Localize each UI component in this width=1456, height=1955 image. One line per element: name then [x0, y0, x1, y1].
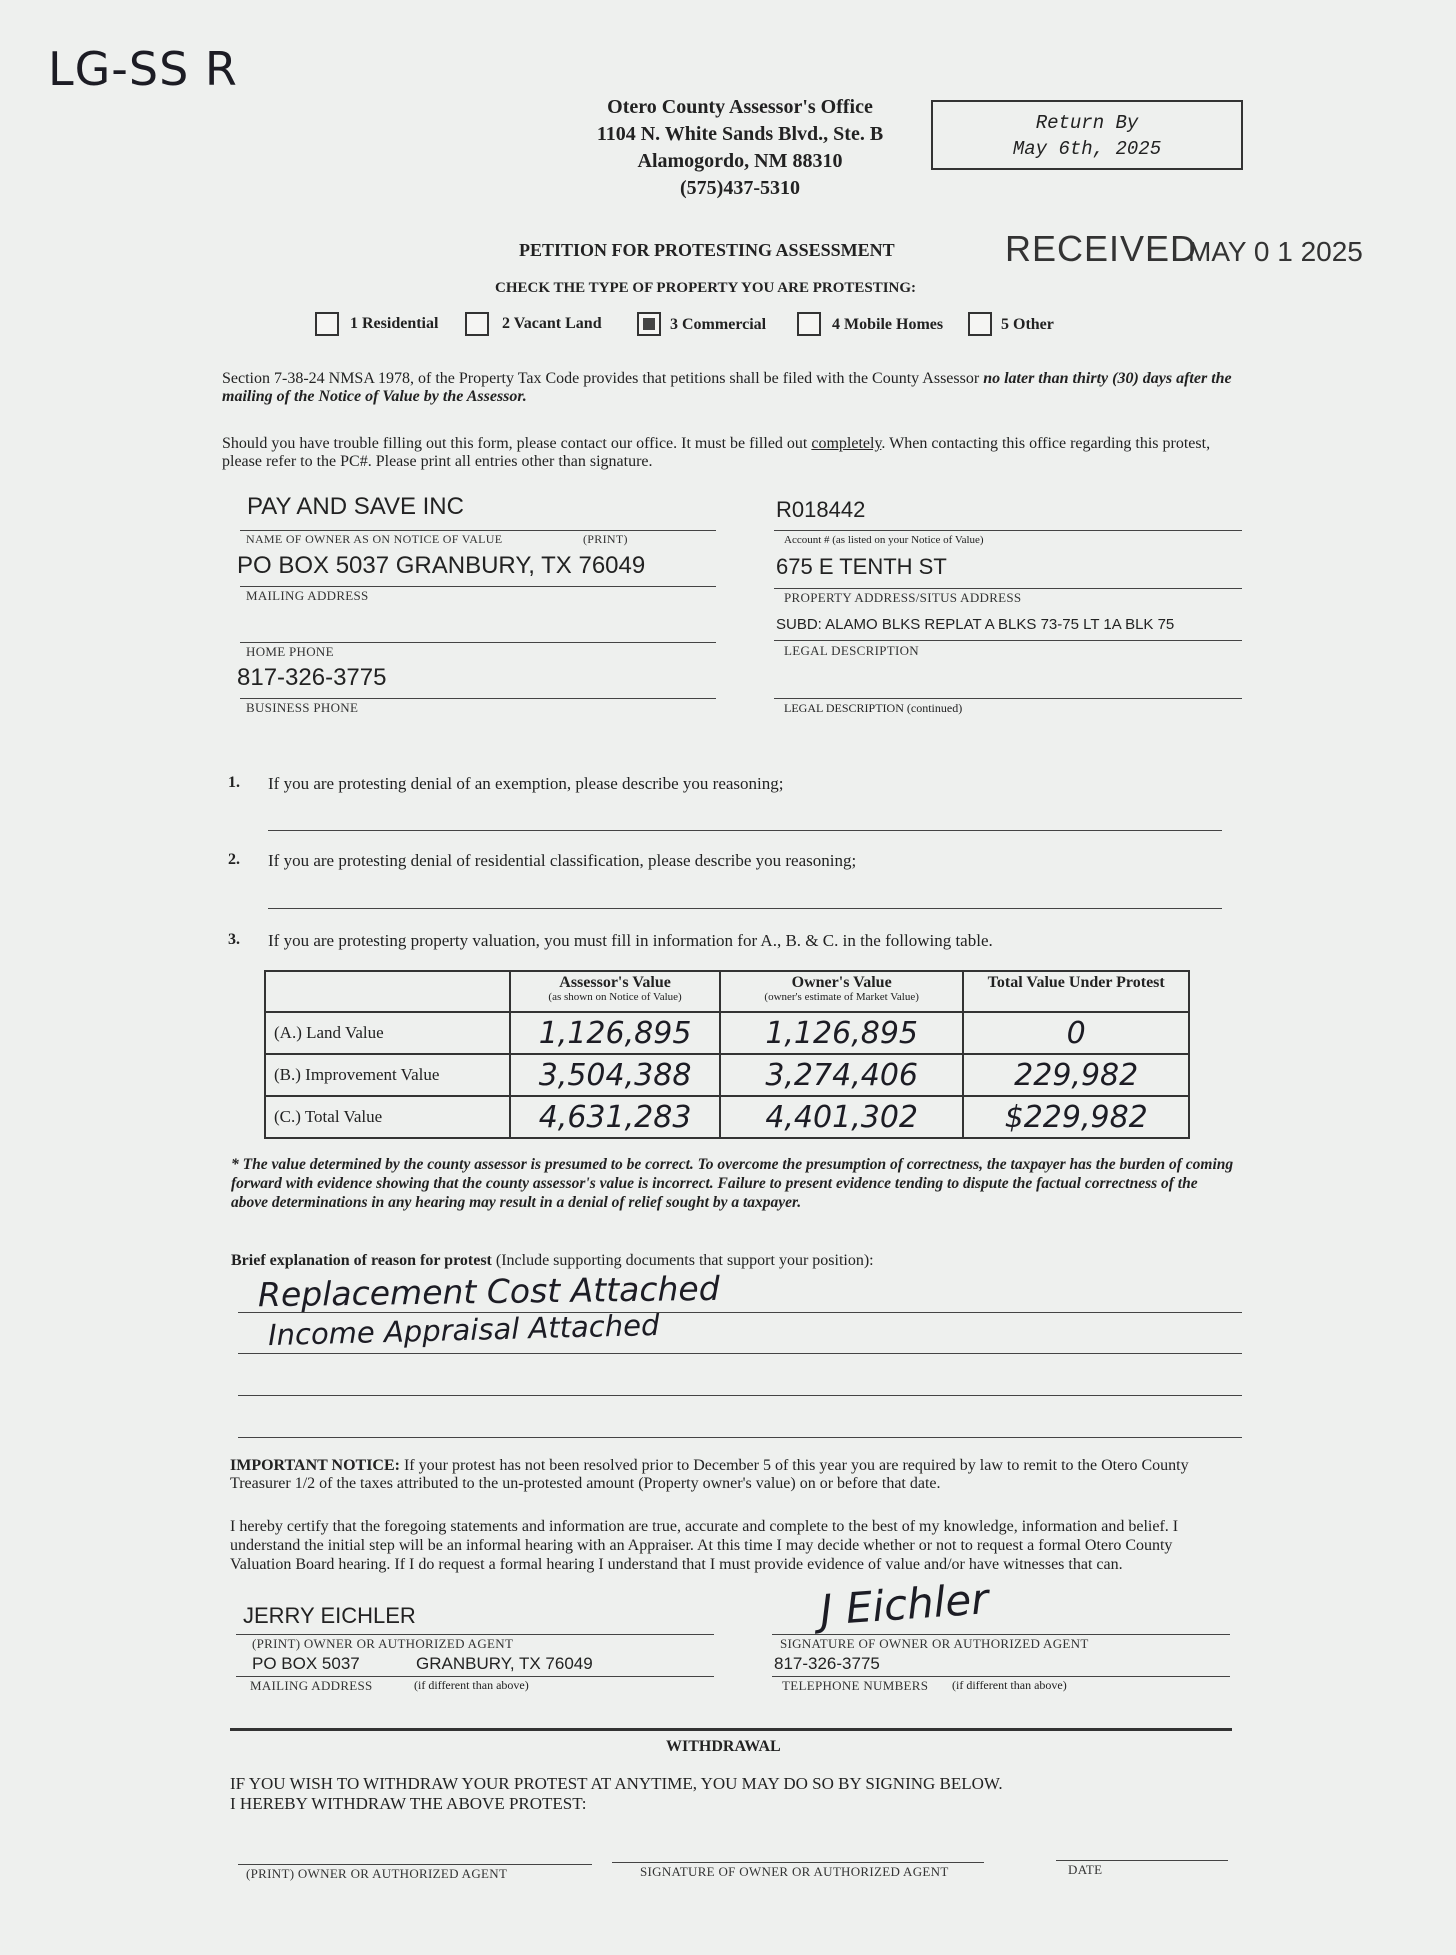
property-address-label: PROPERTY ADDRESS/SITUS ADDRESS [784, 590, 1022, 605]
intro-p2-text-a: Should you have trouble filling out this form, please contact our office. It must be filled out [222, 435, 808, 452]
account-line [774, 530, 1242, 531]
business-phone-value[interactable]: 817-326-3775 [237, 664, 387, 691]
withdrawal-name-label: (PRINT) OWNER OR AUTHORIZED AGENT [246, 1866, 508, 1881]
total-owner-value[interactable]: 4,401,302 [720, 1096, 964, 1138]
improvement-assessor-value[interactable]: 3,504,388 [510, 1054, 720, 1096]
withdrawal-line-2: I HEREBY WITHDRAW THE ABOVE PROTEST: [230, 1794, 587, 1813]
header-total-under-protest: Total Value Under Protest [963, 971, 1189, 1012]
improvement-owner-value[interactable]: 3,274,406 [720, 1054, 964, 1096]
owner-mailing-line [240, 586, 716, 587]
agent-phone-note: (if different than above) [952, 1678, 1067, 1692]
label-other: 5 Other [1001, 316, 1054, 333]
home-phone-label: HOME PHONE [246, 644, 334, 659]
return-by-date: May 6th, 2025 [1012, 138, 1162, 160]
header-owner-value: Owner's Value (owner's estimate of Market Value) [720, 971, 964, 1012]
agent-mailing-value-a[interactable]: PO BOX 5037 [252, 1654, 360, 1673]
important-notice-label: IMPORTANT NOTICE: [230, 1457, 400, 1474]
question-3-number: 3. [228, 931, 240, 948]
explanation-label [231, 1252, 874, 1270]
corner-note: LG-SS R [48, 42, 238, 96]
row-label-land: (A.) Land Value [265, 1012, 510, 1054]
home-phone-line [240, 642, 716, 643]
legal-description-label: LEGAL DESCRIPTION [784, 643, 919, 658]
account-label: Account # (as listed on your Notice of Value) [784, 534, 984, 546]
label-vacant-land: 2 Vacant Land [502, 315, 602, 332]
withdrawal-line-1: IF YOU WISH TO WITHDRAW YOUR PROTEST AT ANYTIME, YOU MAY DO SO BY SIGNING BELOW. [230, 1774, 1003, 1793]
intro-paragraph-2 [222, 435, 1252, 471]
checkbox-vacant-land[interactable] [465, 312, 489, 336]
question-1-number: 1. [228, 774, 240, 791]
question-2-number: 2. [228, 851, 240, 868]
explanation-line-2[interactable]: Income Appraisal Attached [267, 1307, 660, 1353]
label-mobile-homes: 4 Mobile Homes [832, 316, 944, 333]
intro-p2-underlined: completely [811, 435, 882, 452]
owner-name-line [240, 530, 716, 531]
legal-continued-label: LEGAL DESCRIPTION (continued) [784, 701, 963, 715]
explanation-label-bold: Brief explanation of reason for protest [231, 1252, 492, 1269]
important-notice-text: If your protest has not been resolved prior to December 5 of this year you are required by law to remit to the Otero County Treasurer 1/2 of the taxes attributed to the un-protested amount (Property owner's value) on or before that date. [230, 1457, 1189, 1492]
land-owner-value[interactable]: 1,126,895 [720, 1012, 964, 1054]
agent-signature-line [772, 1634, 1230, 1635]
agent-phone-label: TELEPHONE NUMBERS [782, 1678, 929, 1693]
property-address-line [774, 588, 1242, 589]
land-assessor-value[interactable]: 1,126,895 [510, 1012, 720, 1054]
owner-name-label: NAME OF OWNER AS ON NOTICE OF VALUE [246, 532, 503, 546]
withdrawal-signature-label: SIGNATURE OF OWNER OR AUTHORIZED AGENT [640, 1864, 949, 1879]
received-date: MAY 0 1 2025 [1188, 236, 1363, 267]
owner-mailing-value[interactable]: PO BOX 5037 GRANBURY, TX 76049 [237, 552, 646, 579]
legal-description-line [774, 640, 1242, 641]
office-street: 1104 N. White Sands Blvd., Ste. B [596, 123, 884, 145]
total-protest-value[interactable]: $229,982 [963, 1096, 1189, 1138]
explanation-rule-1 [238, 1312, 1242, 1313]
withdrawal-date-label: DATE [1068, 1862, 1103, 1877]
check-type-label: CHECK THE TYPE OF PROPERTY YOU ARE PROTESTING: [495, 280, 917, 296]
certification-text: I hereby certify that the foregoing statements and information are true, accurate and complete to the best of my knowledge, information and belief. I understand the initial step will be an informal hearing with an Appraiser. At this time I may decide whether or not to request a formal Otero County Valuation Board hearing. If I do request a formal hearing I understand that I must provide evidence of value and/or have witnesses that can. [230, 1518, 1179, 1573]
withdrawal-signature-line[interactable] [612, 1862, 984, 1863]
valuation-table [264, 970, 1190, 1139]
agent-mailing-label: MAILING ADDRESS [250, 1678, 373, 1693]
table-header-blank [265, 971, 510, 1012]
owner-mailing-label: MAILING ADDRESS [246, 588, 369, 603]
office-header [520, 94, 960, 202]
agent-mailing-note: (if different than above) [414, 1678, 529, 1692]
label-residential: 1 Residential [350, 315, 439, 332]
business-phone-line [240, 698, 716, 699]
intro-p1-italic-b: thirty (30) days after the mailing of the Notice of Value by the Assessor. [222, 370, 1232, 405]
checkbox-commercial[interactable] [637, 312, 661, 336]
withdrawal-title: WITHDRAWAL [666, 1738, 781, 1755]
question-1-text: If you are protesting denial of an exemption, please describe you reasoning; [268, 774, 784, 793]
intro-p2-text-c: regarding this protest, please refer to the PC#. Please print all entries other than signature. [222, 435, 1211, 470]
account-value[interactable]: R018442 [776, 497, 866, 522]
header-assessor-value: Assessor's Value (as shown on Notice of Value) [510, 971, 720, 1012]
question-2-answer-line[interactable] [268, 908, 1222, 909]
agent-phone-value[interactable]: 817-326-3775 [774, 1654, 880, 1673]
agent-name-value[interactable]: JERRY EICHLER [243, 1603, 416, 1628]
withdrawal-divider [230, 1728, 1232, 1731]
owner-print-label: (PRINT) [583, 532, 628, 546]
intro-p2-text-b: . When contacting this office [881, 435, 1067, 452]
table-row [265, 1054, 1189, 1096]
important-notice [230, 1457, 1240, 1493]
improvement-protest-value[interactable]: 229,982 [963, 1054, 1189, 1096]
presumption-note: * The value determined by the county assessor is presumed to be correct. To overcome the presumption of correctness, the taxpayer has the burden of coming forward with evidence showing that the county assessor's value is incorrect. Failure to present evidence tending to dispute the factual correctness of the above determinations in any hearing may result in a denial of relief sought by a taxpayer. [231, 1156, 1234, 1211]
office-city: Alamogordo, NM 88310 [637, 150, 843, 172]
withdrawal-date-line[interactable] [1056, 1860, 1228, 1861]
legal-description-value[interactable]: SUBD: ALAMO BLKS REPLAT A BLKS 73-75 LT 1A BLK 75 [776, 616, 1175, 633]
return-by-label: Return By [1035, 112, 1139, 134]
intro-p1-text: Section 7-38-24 NMSA 1978, of the Property Tax Code provides that petitions shall be filed with the County Assessor [222, 370, 980, 387]
return-by-box [931, 100, 1243, 170]
form-title: PETITION FOR PROTESTING ASSESSMENT [519, 240, 895, 260]
checkbox-mobile-homes[interactable] [797, 312, 821, 336]
checkbox-residential[interactable] [315, 312, 339, 336]
question-2-text: If you are protesting denial of residential classification, please describe you reasoning; [268, 851, 857, 870]
row-label-improvement: (B.) Improvement Value [265, 1054, 510, 1096]
agent-name-label: (PRINT) OWNER OR AUTHORIZED AGENT [252, 1636, 514, 1651]
intro-paragraph-1 [222, 370, 1232, 406]
question-1-answer-line[interactable] [268, 830, 1222, 831]
agent-mailing-value-b[interactable]: GRANBURY, TX 76049 [416, 1654, 593, 1673]
property-address-value[interactable]: 675 E TENTH ST [776, 554, 947, 579]
owner-name-value[interactable]: PAY AND SAVE INC [247, 493, 464, 520]
office-phone: (575)437-5310 [680, 177, 800, 199]
total-assessor-value[interactable]: 4,631,283 [510, 1096, 720, 1138]
table-row [265, 1012, 1189, 1054]
legal-continued-line [774, 698, 1242, 699]
agent-signature[interactable]: J Eichler [818, 1574, 990, 1635]
withdrawal-name-line[interactable] [238, 1864, 592, 1865]
intro-p1-italic-a: no later than [983, 370, 1069, 387]
question-3-text: If you are protesting property valuation, you must fill in information for A., B. & C. in the following table. [268, 931, 993, 950]
explanation-rule-3 [238, 1395, 1242, 1396]
received-stamp: RECEIVED [1005, 228, 1198, 269]
agent-mailing-line [236, 1676, 714, 1677]
business-phone-label: BUSINESS PHONE [246, 700, 359, 715]
checkbox-other[interactable] [968, 312, 992, 336]
label-commercial: 3 Commercial [670, 316, 767, 333]
agent-phone-line [772, 1676, 1230, 1677]
table-row [265, 1096, 1189, 1138]
agent-signature-label: SIGNATURE OF OWNER OR AUTHORIZED AGENT [780, 1636, 1089, 1651]
office-name: Otero County Assessor's Office [607, 96, 873, 118]
agent-name-line [236, 1634, 714, 1635]
land-protest-value[interactable]: 0 [963, 1012, 1189, 1054]
row-label-total: (C.) Total Value [265, 1096, 510, 1138]
explanation-label-normal: (Include supporting documents that support your position): [495, 1252, 874, 1269]
explanation-line-1[interactable]: Replacement Cost Attached [257, 1268, 720, 1315]
explanation-rule-2 [238, 1353, 1242, 1354]
explanation-rule-4 [238, 1437, 1242, 1438]
